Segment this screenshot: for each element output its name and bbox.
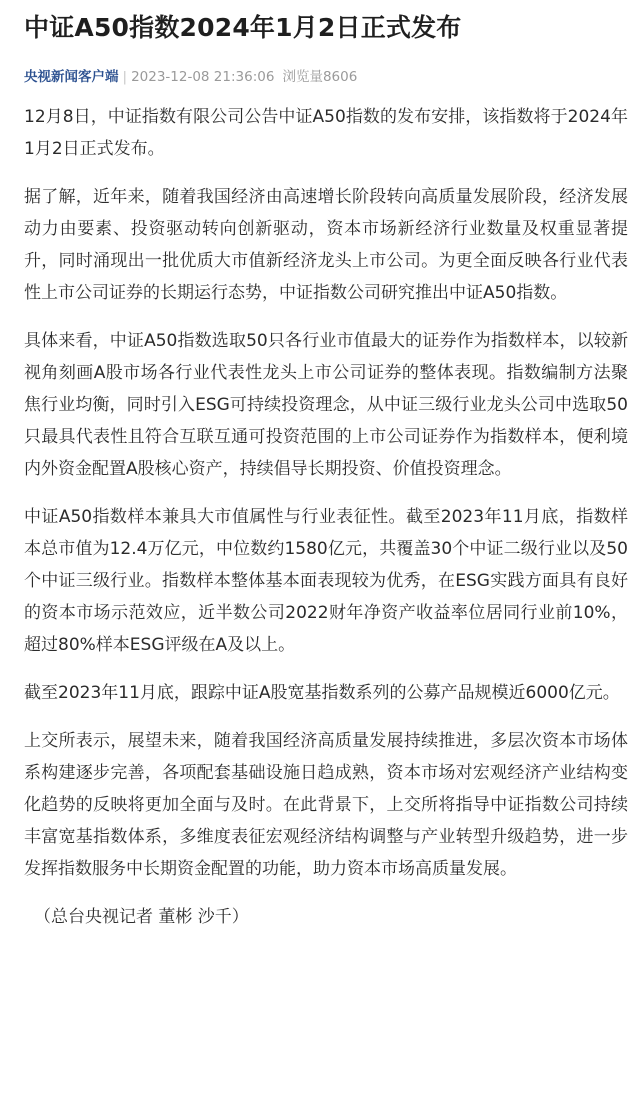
publish-timestamp: 2023-12-08 21:36:06 <box>131 69 275 85</box>
article-meta <box>24 67 628 87</box>
paragraph: 据了解，近年来，随着我国经济由高速增长阶段转向高质量发展阶段，经济发展动力由要素、投资驱动转向创新驱动，资本市场新经济行业数量及权重显著提升，同时涌现出一批优质大市值新经济龙头上市公司。为更全面反映各行业代表性上市公司证券的长期运行态势，中证指数公司研究推出中证A50指数。 <box>24 187 628 303</box>
paragraph: 具体来看，中证A50指数选取50只各行业市值最大的证券作为指数样本，以较新视角刻画A股市场各行业代表性龙头上市公司证券的整体表现。指数编制方法聚焦行业均衡，同时引入ESG可持续投资理念，从中证三级行业龙头公司中选取50只最具代表性且符合互联互通可投资范围的上市公司证券作为指数样本，便利境内外资金配置A股核心资产，持续倡导长期投资、价值投资理念。 <box>24 331 628 479</box>
meta-separator: | <box>122 69 128 85</box>
paragraph: 中证A50指数样本兼具大市值属性与行业表征性。截至2023年11月底，指数样本总市值为12.4万亿元，中位数约1580亿元，共覆盖30个中证二级行业以及50个中证三级行业。指数样本整体基本面表现较为优秀，在ESG实践方面具有良好的资本市场示范效应，近半数公司2022财年净资产收益率位居同行业前10%，超过80%样本ESG评级在A及以上。 <box>24 507 628 655</box>
source-link[interactable]: 央视新闻客户端 <box>24 69 119 85</box>
paragraph: 12月8日，中证指数有限公司公告中证A50指数的发布安排，该指数将于2024年1月2日正式发布。 <box>24 107 628 159</box>
paragraph: 截至2023年11月底，跟踪中证A股宽基指数系列的公募产品规模近6000亿元。 <box>24 683 620 703</box>
reporter-byline: （总台央视记者 董彬 沙千） <box>34 907 249 927</box>
article-title: 中证A50指数2024年1月2日正式发布 <box>24 13 462 42</box>
view-count: 浏览量8606 <box>282 69 358 85</box>
article-body <box>24 101 628 933</box>
paragraph: 上交所表示，展望未来，随着我国经济高质量发展持续推进，多层次资本市场体系构建逐步完善，各项配套基础设施日趋成熟，资本市场对宏观经济产业结构变化趋势的反映将更加全面与及时。在此背景下，上交所将指导中证指数公司持续丰富宽基指数体系，多维度表征宏观经济结构调整与产业转型升级趋势，进一步发挥指数服务中长期资金配置的功能，助力资本市场高质量发展。 <box>24 731 628 879</box>
